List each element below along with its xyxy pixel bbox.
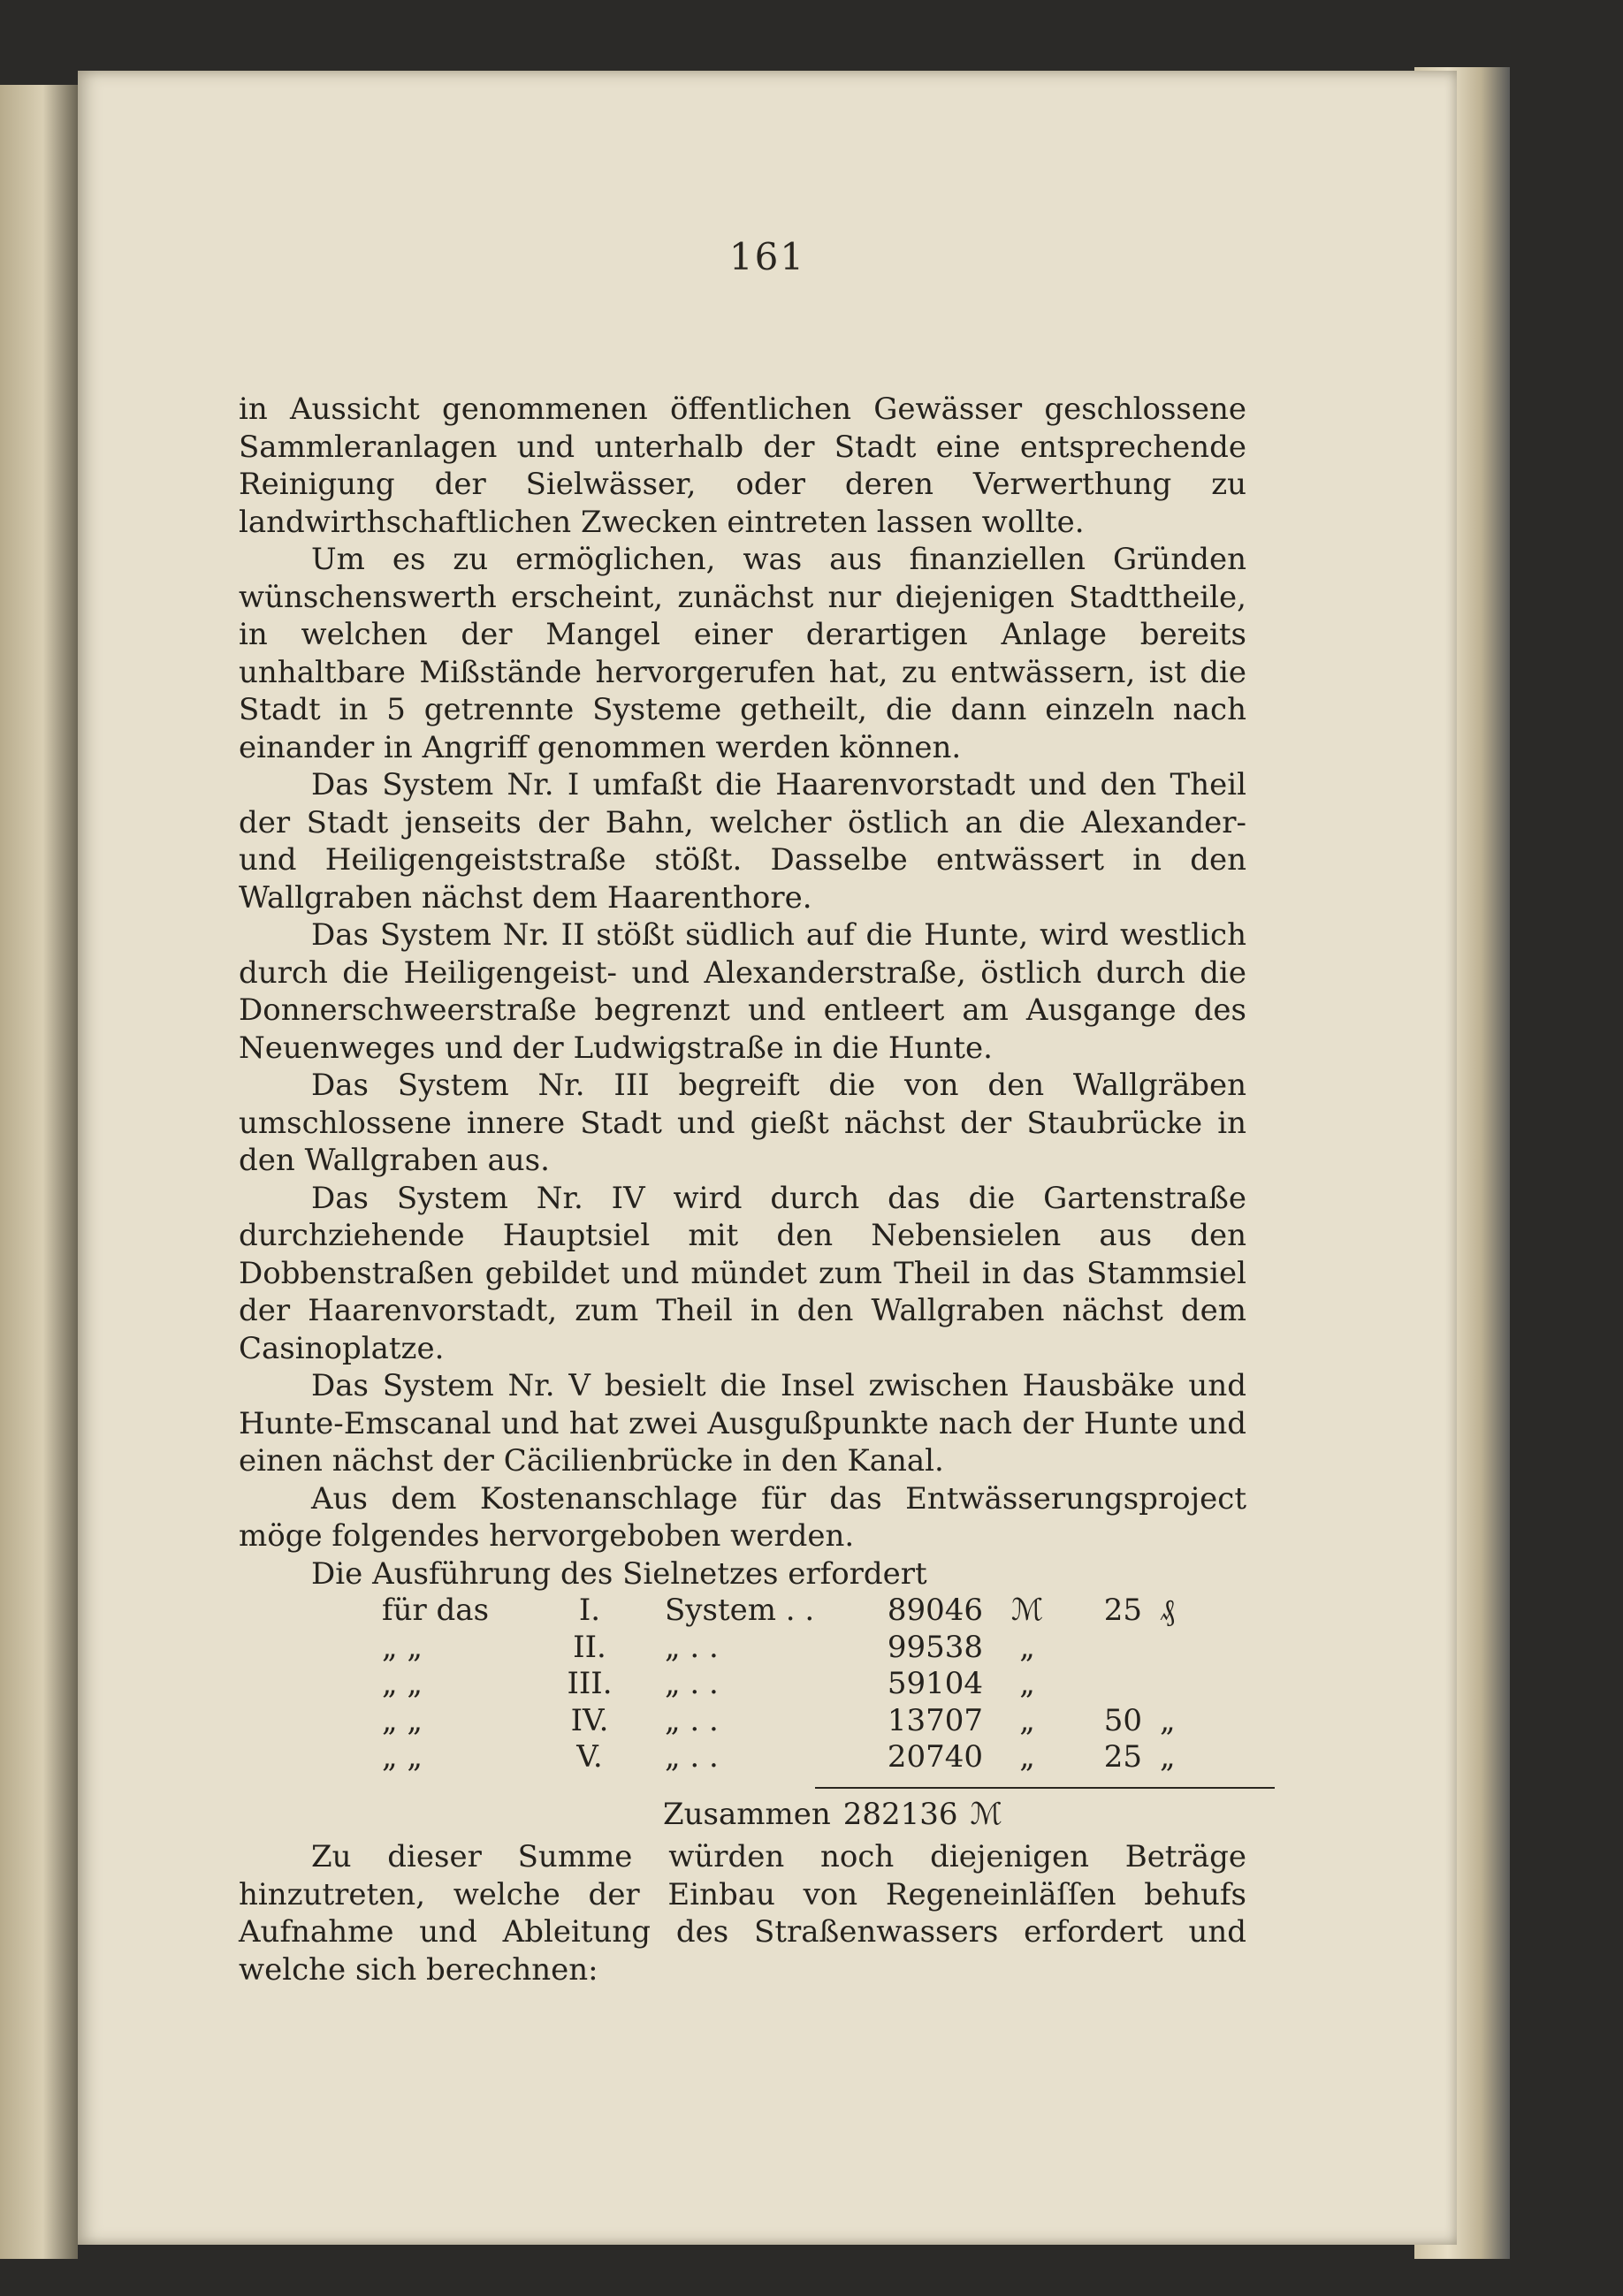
table-row	[373, 1739, 1204, 1776]
total-unit: ℳ	[970, 1796, 1002, 1832]
row-label: „ „	[382, 1666, 423, 1701]
total-line	[239, 1796, 1246, 1834]
paragraph-7: Das System Nr. V besielt die Insel zwischen Hausbäke und Hunte-Emscanal und hat zwei Ausgußpunkte nach der Hunte und einen nächst der Cäcilienbrücke in den Kanal.	[239, 1368, 1246, 1479]
row-amount: 20740	[887, 1739, 983, 1775]
paragraph-8: Aus dem Kostenanschlage für das Entwässerungsproject möge folgendes hervorgeboben werden.	[239, 1480, 1246, 1554]
row-label: „ „	[382, 1739, 423, 1775]
row-unit: „	[1019, 1629, 1035, 1665]
row-system: „ . .	[665, 1629, 719, 1665]
row-unit: ℳ	[1010, 1593, 1044, 1628]
paragraph-1: in Aussicht genommenen öffentlichen Gewässer geschlossene Sammleranlagen und unterhalb der Stadt eine entsprechende Reinigung der Sielwässer, oder deren Verwerthung zu landwirthschaftlichen Zwecken eintreten lassen wollte.	[239, 392, 1246, 540]
book-page	[78, 71, 1457, 2245]
paragraph-4: Das System Nr. II stößt südlich auf die Hunte, wird westlich durch die Heiligengeist- und Alexanderstraße, östlich durch die Donnerschweerstraße begrenzt und entleert am Ausgange des Neuenweges und der Ludwigstraße in die Hunte.	[239, 917, 1246, 1066]
row-unit: „	[1019, 1739, 1035, 1775]
row-amount: 89046	[887, 1593, 983, 1628]
row-pfennig-unit: „	[1160, 1702, 1176, 1738]
row-roman: V.	[576, 1739, 603, 1775]
row-pfennig	[1063, 1630, 1151, 1667]
table-row	[373, 1703, 1204, 1740]
table-row	[373, 1630, 1204, 1667]
table-row	[373, 1593, 1204, 1630]
row-system: „ . .	[665, 1702, 719, 1738]
closing-paragraph: Zu dieser Summe würden noch diejenigen Beträge hinzutreten, welche der Einbau von Regeneinläſſen behufs Aufnahme und Ableitung des Straßenwassers erfordert und welche sich berechnen:	[239, 1839, 1246, 1988]
row-pfennig: 25	[1103, 1593, 1142, 1628]
body-text	[239, 391, 1246, 1988]
row-system: System . .	[665, 1593, 815, 1628]
row-amount: 59104	[887, 1666, 983, 1701]
row-label: für das	[382, 1593, 490, 1628]
row-amount: 99538	[887, 1629, 983, 1665]
row-roman: I.	[578, 1593, 601, 1628]
total-amount: 282136	[842, 1796, 958, 1832]
total-label: Zusammen	[663, 1796, 831, 1832]
row-pfennig-unit	[1151, 1666, 1204, 1703]
row-unit: „	[1019, 1702, 1035, 1738]
row-pfennig-unit: „	[1160, 1739, 1176, 1775]
row-label: „ „	[382, 1629, 423, 1665]
paragraph-6: Das System Nr. IV wird durch das die Gartenstraße durchziehende Hauptsiel mit den Nebensielen aus den Dobbenstraßen gebildet und mündet zum Theil in das Stammsiel der Haarenvorstadt, zum Theil in den Wallgraben nächst dem Casinoplatze.	[239, 1180, 1246, 1366]
row-system: „ . .	[665, 1739, 719, 1775]
row-unit: „	[1019, 1666, 1035, 1701]
row-roman: III.	[567, 1666, 613, 1701]
row-pfennig-unit	[1151, 1630, 1204, 1667]
table-row	[373, 1666, 1204, 1703]
paragraph-5: Das System Nr. III begreift die von den Wallgräben umschlossene innere Stadt und gießt nächst der Staubrücke in den Wallgraben aus.	[239, 1068, 1246, 1178]
page-number: 161	[728, 235, 806, 278]
row-pfennig-unit: ₰	[1160, 1593, 1175, 1628]
paragraph-2: Um es zu ermöglichen, was aus finanziellen Gründen wünschenswerth erscheint, zunächst nur diejenigen Stadttheile, in welchen der Mangel einer derartigen Anlage bereits unhaltbare Mißstände hervorgerufen hat, zu entwässern, ist die Stadt in 5 getrennte Systeme getheilt, die dann einzeln nach einander in Angriff genommen werden können.	[239, 542, 1246, 765]
cost-table	[373, 1593, 1204, 1776]
paragraph-3: Das System Nr. I umfaßt die Haarenvorstadt und den Theil der Stadt jenseits der Bahn, welcher östlich an die Alexander- und Heiligengeiststraße stößt. Dasselbe entwässert in den Wallgraben nächst dem Haarenthore.	[239, 767, 1246, 916]
row-pfennig: 25	[1103, 1739, 1142, 1775]
left-page-edge	[0, 85, 78, 2259]
table-intro: Die Ausführung des Sielnetzes erfordert	[311, 1555, 927, 1592]
sum-rule	[815, 1787, 1275, 1789]
row-pfennig	[1063, 1666, 1151, 1703]
row-roman: II.	[573, 1629, 606, 1665]
row-label: „ „	[382, 1702, 423, 1738]
row-roman: IV.	[570, 1702, 609, 1738]
row-pfennig: 50	[1103, 1702, 1142, 1738]
row-amount: 13707	[887, 1702, 983, 1738]
row-system: „ . .	[665, 1666, 719, 1701]
